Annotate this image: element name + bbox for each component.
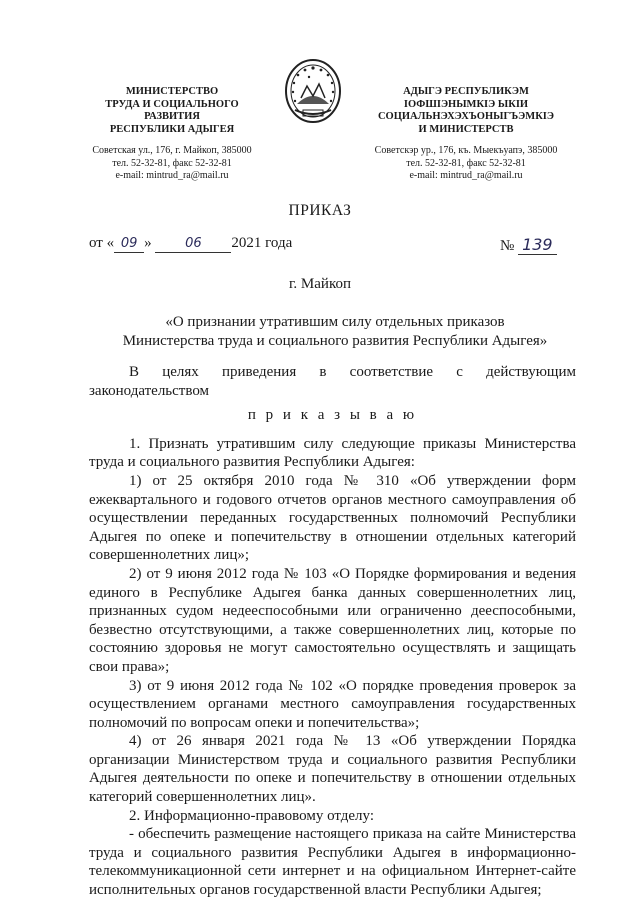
ministry-phone: тел. 52-32-81, факс 52-32-81	[112, 157, 232, 169]
number-sign: №	[500, 238, 515, 254]
subject-line: «О признании утратившим силу отдельных приказов	[165, 314, 505, 330]
order-number	[500, 235, 557, 255]
ministry-name-line: СОЦИАЛЬНЭХЭХЪОНЫГЪЭМКIЭ	[377, 111, 555, 122]
paragraph-1-item-1: 1) от 25 октября 2010 года № 310 «Об утверждении форм ежеквартального и годового отчетов органов местного самоуправления об осуществлении переданных государственных полномочий Республики Адыгея по опеке и попечительству в отношении отдельных категорий совершеннолетних лиц»;	[89, 472, 576, 564]
ministry-name-line: АДЫГЭ РЕСПУБЛИКЭМ	[403, 86, 529, 97]
paragraph-1: 1. Признать утратившим силу следующие приказы Министерства труда и социального развития Республики Адыгея:	[89, 435, 576, 471]
ministry-email: e-mail: mintrud_ra@mail.ru	[409, 170, 523, 181]
date-prefix: от «	[89, 235, 115, 251]
document-body	[89, 363, 576, 900]
paragraph-1-item-2: 2) от 9 июня 2012 года № 103 «О Порядке формирования и ведения единого в Республике Адыгея банка данных совершеннолетних лиц, признанных судом недееспособными или ограниченно дееспособными, безвестно отсутствующими, а также совершеннолетних лиц, которые по состоянию здоровья не могут самостоятельно осуществлять и защищать свои права»;	[89, 565, 576, 675]
subject-line: Министерства труда и социального развития Республики Адыгея»	[122, 332, 548, 349]
paragraph-2-item-1: - обеспечить размещение настоящего приказа на сайте Министерства труда и социального развития Республики Адыгея в информационно-телекоммуникационной сети интернет и на официальном Интернет-сайте исполнительных органов государственной власти Республики Адыгея;	[89, 826, 576, 899]
paragraph-2: 2. Информационно-правовому отделу:	[129, 807, 375, 824]
ministry-header-russian	[88, 86, 256, 183]
ministry-name-line: И МИНИСТЕРСТВ	[418, 123, 514, 135]
intro-paragraph: В целях приведения в соответствие с действующим законодательством	[89, 364, 576, 399]
order-date	[89, 235, 292, 253]
ministry-name-line: IОФШIЭНЫМКIЭ ЫКIИ	[403, 98, 529, 110]
coat-of-arms-icon	[283, 58, 343, 128]
order-number-value: 139	[518, 235, 557, 255]
paragraph-1-item-4: 4) от 26 января 2021 года № 13 «Об утверждении Порядка организации Министерством труда и социального развития Республики Адыгея деятельности по опеке и попечительству в отношении отдельных категорий совершеннолетних лиц».	[89, 733, 576, 806]
order-subject	[90, 313, 580, 350]
paragraph-1-item-3: 3) от 9 июня 2012 года № 102 «О порядке проведения проверок за осуществлением органами местного самоуправления государственных полномочий по вопросам опеки и попечительства»;	[89, 677, 576, 731]
ministry-name-line: РАЗВИТИЯ	[144, 111, 200, 122]
ministry-address: Советскэр ур., 176, къ. Мыекъуапэ, 385000	[374, 145, 558, 156]
command-word: п р и к а з ы в а ю	[247, 407, 418, 424]
ministry-name-line: МИНИСТЕРСТВО	[125, 86, 219, 97]
order-day: 09	[120, 236, 138, 251]
ministry-name-line: РЕСПУБЛИКИ АДЫГЕЯ	[109, 123, 235, 135]
ministry-address: Советская ул., 176, г. Майкоп, 385000	[92, 145, 252, 156]
document-title: ПРИКАЗ	[288, 202, 352, 219]
order-year: 2021 года	[231, 235, 293, 251]
ministry-phone: тел. 52-32-81, факс 52-32-81	[406, 157, 526, 169]
date-quote-close: »	[144, 235, 152, 251]
order-month: 06	[185, 236, 202, 251]
ministry-name-line: ТРУДА И СОЦИАЛЬНОГО	[105, 98, 239, 110]
ministry-header-adyghe	[366, 86, 566, 183]
ministry-email: e-mail: mintrud_ra@mail.ru	[115, 170, 229, 181]
city: г. Майкоп	[288, 276, 352, 292]
